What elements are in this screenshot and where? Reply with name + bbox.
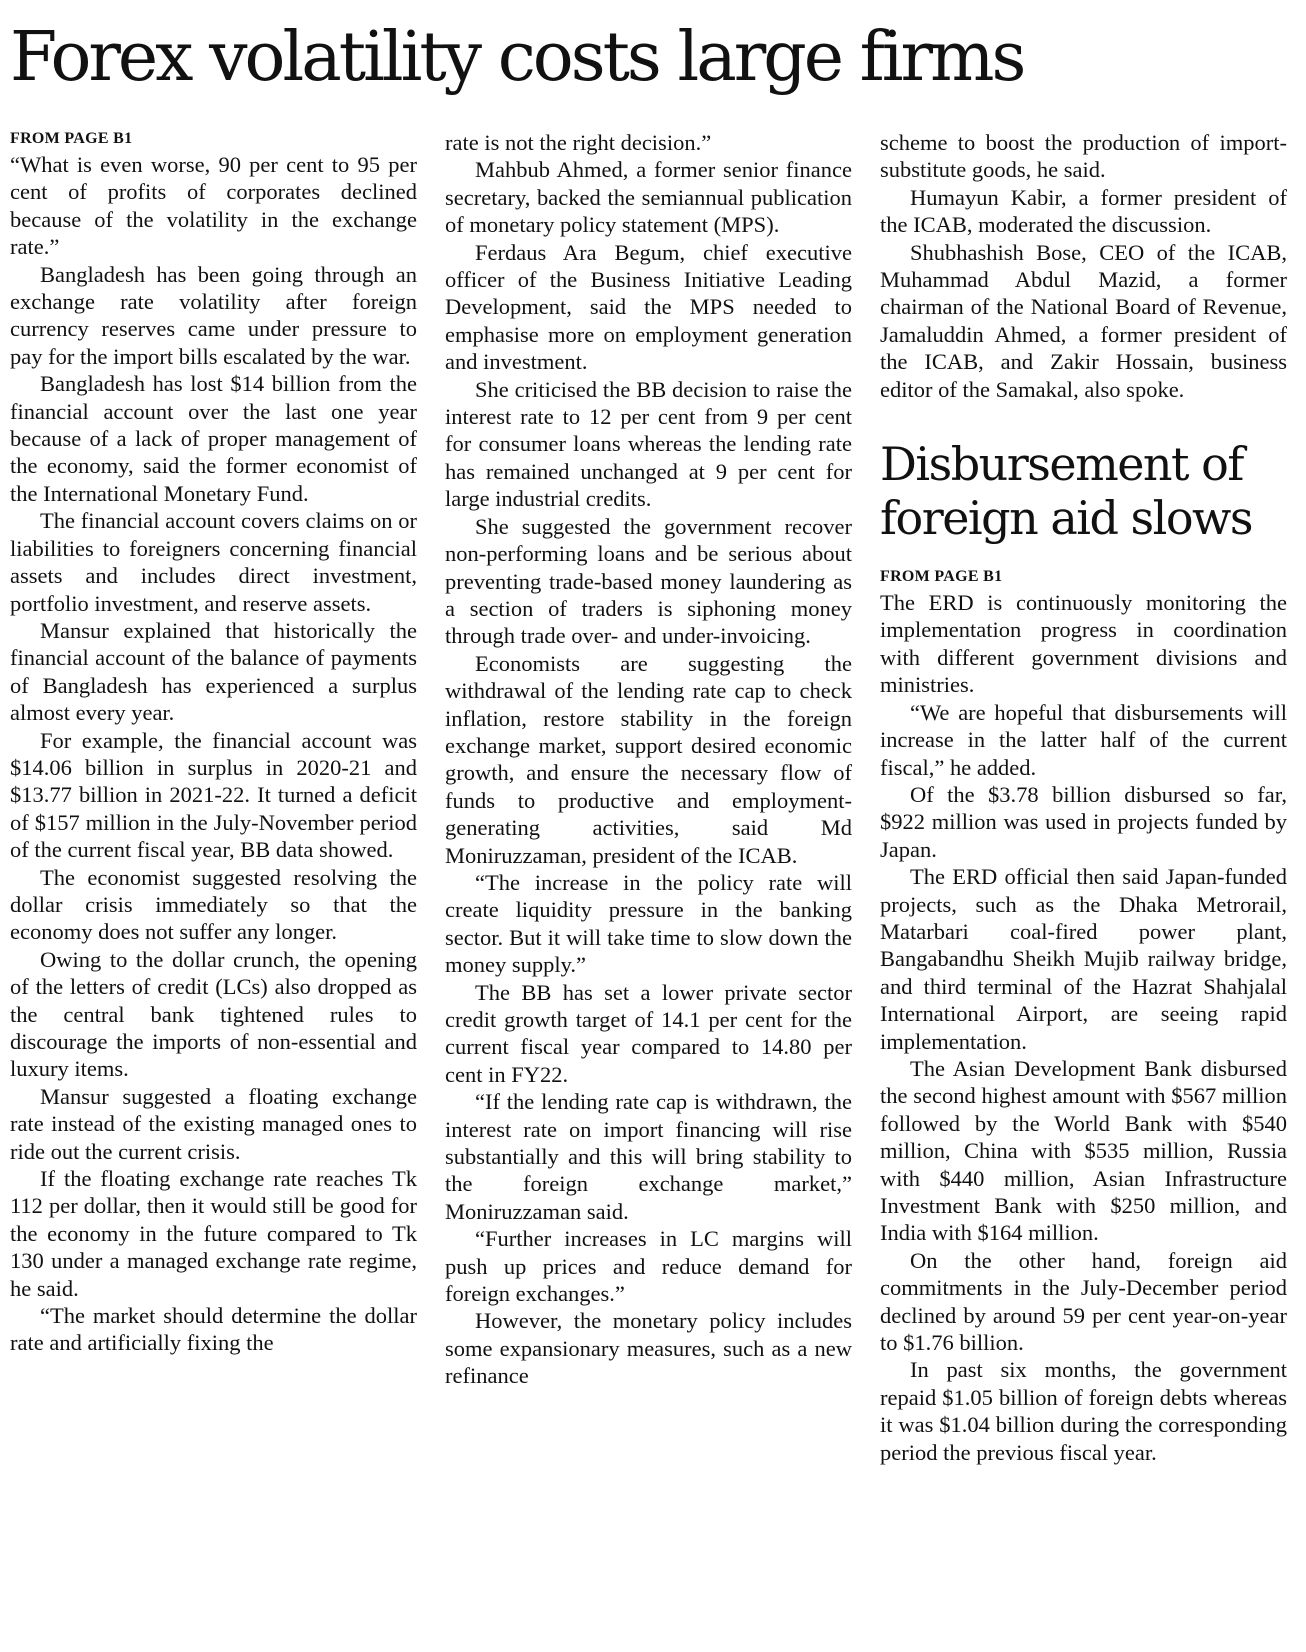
headline: Forex volatility costs large firms — [10, 18, 1024, 97]
paragraph: “We are hopeful that disbursements will increase in the latter half of the current fiscal,” he added. — [880, 699, 1287, 780]
paragraph: Mansur explained that historically the financial account of the balance of payments of Bangladesh has experienced a surplus almost every year. — [10, 617, 417, 726]
paragraph: “What is even worse, 90 per cent to 95 per cent of profits of corporates declined because of the volatility in the exchange rate.” — [10, 152, 417, 260]
paragraph: The Asian Development Bank disbursed the second highest amount with $567 million followed by the World Bank with $540 million, China with $535 million, Russia with $440 million, Asian Infrastructure Investment Bank with $250 million, and India with $164 million. — [880, 1055, 1287, 1246]
paragraph: In past six months, the government repaid $1.05 billion of foreign debts whereas it was $1.04 billion during the corresponding period the previous fiscal year. — [880, 1357, 1287, 1465]
paragraph: “If the lending rate cap is withdrawn, the interest rate on import financing will rise substantially and this will bring stability to the foreign exchange market,” Moniruzzaman said. — [445, 1089, 852, 1224]
paragraph: Economists are suggesting the withdrawal of the lending rate cap to check inflation, restore stability in the foreign exchange market, support desired economic growth, and ensure the necessary flow of funds to productive and employment-generating activities, said Md Moniruzzaman, president of the ICAB. — [445, 650, 852, 868]
paragraph: “The market should determine the dollar rate and artificially fixing the — [10, 1303, 417, 1356]
paragraph: The ERD is continuously monitoring the implementation progress in coordination with different government divisions and ministries. — [880, 590, 1287, 698]
paragraph: Ferdaus Ara Begum, chief executive officer of the Business Initiative Leading Development, said the MPS needed to emphasise more on employment generation and investment. — [445, 239, 852, 375]
paragraph: The BB has set a lower private sector credit growth target of 14.1 per cent for the current fiscal year compared to 14.80 per cent in FY22. — [445, 979, 852, 1087]
paragraph: The ERD official then said Japan-funded projects, such as the Dhaka Metrorail, Matarbari coal-fired power plant, Bangabandhu Sheikh Mujib railway bridge, and third terminal of the Hazrat Shahjalal International Airport, are seeing rapid implementation. — [880, 864, 1287, 1054]
paragraph: On the other hand, foreign aid commitments in the July-December period declined by around 59 per cent year-on-year to $1.76 billion. — [880, 1247, 1287, 1356]
paragraph: rate is not the right decision.” — [445, 130, 712, 155]
paragraph: Owing to the dollar crunch, the opening of the letters of credit (LCs) also dropped as the central bank tightened rules to discourage the imports of non-essential and luxury items. — [10, 946, 417, 1082]
paragraph: The financial account covers claims on or liabilities to foreigners concerning financial assets and includes direct investment, portfolio investment, and reserve assets. — [10, 508, 417, 616]
paragraph: Humayun Kabir, a former president of the ICAB, moderated the discussion. — [880, 184, 1287, 238]
paragraph: “The increase in the policy rate will create liquidity pressure in the banking sector. But it will take time to slow down the money supply.” — [445, 869, 852, 978]
paragraph: Mahbub Ahmed, a former senior finance secretary, backed the semiannual publication of monetary policy statement (MPS). — [445, 157, 852, 238]
paragraph: Of the $3.78 billion disbursed so far, $922 million was used in projects funded by Japan. — [880, 781, 1287, 862]
paragraph: scheme to boost the production of import-substitute goods, he said. — [880, 130, 1287, 183]
jump-kicker: FROM PAGE B1 — [10, 130, 133, 147]
second-story-headline: Disbursement of foreign aid slows — [880, 437, 1253, 546]
paragraph: Shubhashish Bose, CEO of the ICAB, Muhammad Abdul Mazid, a former chairman of the National Board of Revenue, Jamaluddin Ahmed, a former president of the ICAB, and Zakir Hossain, business editor of the Samakal, also spoke. — [880, 239, 1287, 402]
paragraph: However, the monetary policy includes some expansionary measures, such as a new refinance — [445, 1308, 852, 1389]
paragraph: She suggested the government recover non-performing loans and be serious about preventing trade-based money laundering as a section of traders is siphoning money through trade over- and under-invoicing. — [445, 513, 852, 649]
article-column-2 — [445, 129, 852, 1390]
paragraph: Mansur suggested a floating exchange rate instead of the existing managed ones to ride out the current crisis. — [10, 1083, 417, 1164]
paragraph: The economist suggested resolving the dollar crisis immediately so that the economy does not suffer any longer. — [10, 864, 417, 945]
paragraph: “Further increases in LC margins will push up prices and reduce demand for foreign exchanges.” — [445, 1226, 852, 1307]
paragraph: Bangladesh has lost $14 billion from the financial account over the last one year because of a lack of proper management of the economy, said the former economist of the International Monetary Fund. — [10, 371, 417, 506]
paragraph: For example, the financial account was $14.06 billion in surplus in 2020-21 and $13.77 billion in 2021-22. It turned a deficit of $157 million in the July-November period of the current fiscal year, BB data showed. — [10, 727, 417, 863]
paragraph: She criticised the BB decision to raise the interest rate to 12 per cent from 9 per cent for consumer loans whereas the lending rate has remained unchanged at 9 per cent for large industrial credits. — [445, 376, 852, 512]
article-column-3 — [880, 129, 1287, 1466]
article-column-1 — [10, 129, 417, 1357]
jump-kicker: FROM PAGE B1 — [880, 568, 1003, 586]
paragraph: Bangladesh has been going through an exchange rate volatility after foreign currency reserves came under pressure to pay for the import bills escalated by the war. — [10, 261, 417, 369]
paragraph: If the floating exchange rate reaches Tk 112 per dollar, then it would still be good for the economy in the future compared to Tk 130 under a managed exchange rate regime, he said. — [10, 1166, 417, 1301]
